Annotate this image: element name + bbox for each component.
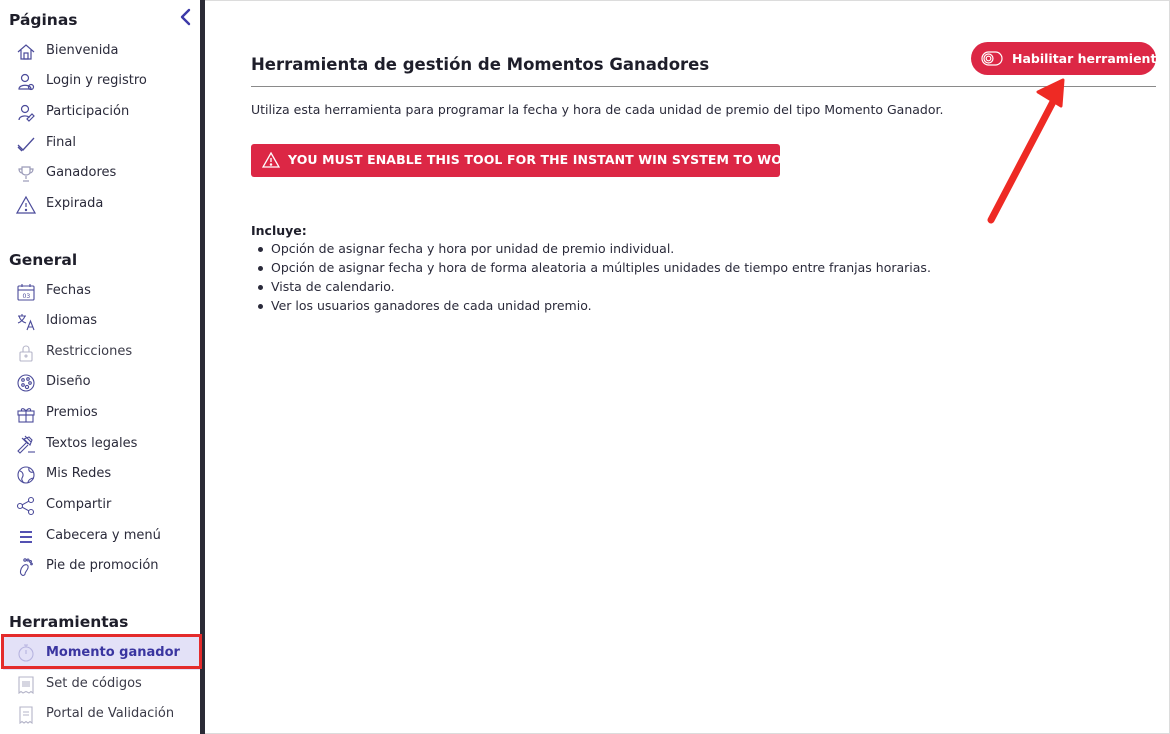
features-list — [251, 240, 931, 316]
user-icon — [16, 72, 36, 92]
sidebar-item-momento-ganador[interactable] — [3, 636, 200, 670]
sidebar-item-label: Login y registro — [46, 73, 147, 88]
sidebar-item-cabecera-menu[interactable] — [0, 524, 200, 550]
sidebar-item-label: Participación — [46, 104, 130, 119]
menu-icon — [16, 527, 36, 547]
check-icon — [16, 134, 36, 154]
section-title-pages: Páginas — [9, 11, 78, 29]
gavel-icon — [16, 435, 36, 455]
sidebar-item-textos-legales[interactable] — [0, 432, 200, 458]
home-icon — [16, 42, 36, 62]
sidebar-item-label: Fechas — [46, 283, 91, 298]
sidebar-item-final[interactable] — [0, 131, 200, 157]
calendar-icon — [16, 282, 36, 302]
list-item: Opción de asignar fecha y hora de forma aleatoria a múltiples unidades de tiempo entre franjas horarias. — [251, 259, 931, 278]
ticket-icon — [16, 705, 36, 725]
sidebar-item-label: Set de códigos — [46, 676, 142, 691]
warning-icon — [262, 152, 280, 168]
sidebar-item-label: Diseño — [46, 374, 91, 389]
gift-icon — [16, 404, 36, 424]
sidebar-item-restricciones[interactable] — [0, 340, 200, 366]
sidebar-item-label: Final — [46, 135, 76, 150]
enable-warning-alert — [251, 144, 802, 177]
sidebar-item-login[interactable] — [0, 69, 200, 95]
sidebar-item-label: Restricciones — [46, 344, 133, 359]
sidebar-item-idiomas[interactable] — [0, 309, 200, 335]
footprint-icon — [16, 557, 36, 577]
sidebar-item-fechas[interactable] — [0, 279, 200, 305]
sidebar-item-label: Momento ganador — [46, 645, 180, 660]
sidebar-item-label: Pie de promoción — [46, 558, 159, 573]
sidebar-item-label: Ganadores — [46, 165, 117, 180]
svg-text:03: 03 — [22, 293, 31, 300]
sidebar-item-label: Expirada — [46, 196, 104, 211]
collapse-sidebar-button[interactable] — [175, 6, 195, 28]
user-edit-icon — [16, 103, 36, 123]
sidebar-item-premios[interactable] — [0, 401, 200, 427]
sidebar-item-set-codigos[interactable] — [0, 672, 200, 698]
sidebar-item-diseno[interactable] — [0, 370, 200, 396]
sidebar — [0, 0, 200, 734]
toggle-off-icon — [981, 50, 1003, 67]
enable-tool-label: Habilitar herramienta — [1012, 51, 1165, 66]
translate-icon — [16, 312, 36, 332]
page-title: Herramienta de gestión de Momentos Ganadores — [251, 55, 710, 74]
sidebar-item-expirada[interactable] — [0, 192, 200, 218]
stopwatch-icon — [16, 643, 36, 663]
sidebar-item-mis-redes[interactable] — [0, 462, 200, 488]
list-item: Ver los usuarios ganadores de cada unidad premio. — [251, 297, 931, 316]
tool-description: Utiliza esta herramienta para programar la fecha y hora de cada unidad de premio del tipo Momento Ganador. — [251, 102, 944, 117]
trophy-icon — [16, 164, 36, 184]
sidebar-item-participacion[interactable] — [0, 100, 200, 126]
barcode-icon — [16, 675, 36, 695]
sidebar-item-label: Premios — [46, 405, 98, 420]
list-item: Opción de asignar fecha y hora por unidad de premio individual. — [251, 240, 931, 259]
sidebar-item-label: Textos legales — [46, 436, 138, 451]
includes-heading: Incluye: — [251, 223, 307, 238]
lock-icon — [16, 343, 36, 363]
sidebar-item-bienvenida[interactable] — [0, 39, 200, 65]
share-icon — [16, 496, 36, 516]
sidebar-item-label: Portal de Validación — [46, 706, 175, 721]
annotation-arrow — [975, 70, 1075, 230]
sidebar-item-pie-promocion[interactable] — [0, 554, 200, 580]
section-title-herramientas: Herramientas — [9, 613, 129, 631]
sidebar-item-portal-validacion[interactable] — [0, 702, 200, 728]
sidebar-item-ganadores[interactable] — [0, 161, 200, 187]
sidebar-item-label: Cabecera y menú — [46, 528, 161, 543]
sidebar-item-label: Idiomas — [46, 313, 98, 328]
palette-icon — [16, 373, 36, 393]
alert-text: YOU MUST ENABLE THIS TOOL FOR THE INSTANT WIN SYSTEM TO WORK — [288, 152, 802, 167]
chevron-left-icon — [179, 8, 191, 26]
sidebar-item-label: Mis Redes — [46, 466, 112, 481]
sidebar-item-compartir[interactable] — [0, 493, 200, 519]
sidebar-divider — [200, 0, 205, 734]
sidebar-item-label: Compartir — [46, 497, 112, 512]
list-item: Vista de calendario. — [251, 278, 931, 297]
globe-icon — [16, 465, 36, 485]
sidebar-item-label: Bienvenida — [46, 43, 119, 58]
section-title-general: General — [9, 251, 78, 269]
warning-icon — [16, 195, 36, 215]
